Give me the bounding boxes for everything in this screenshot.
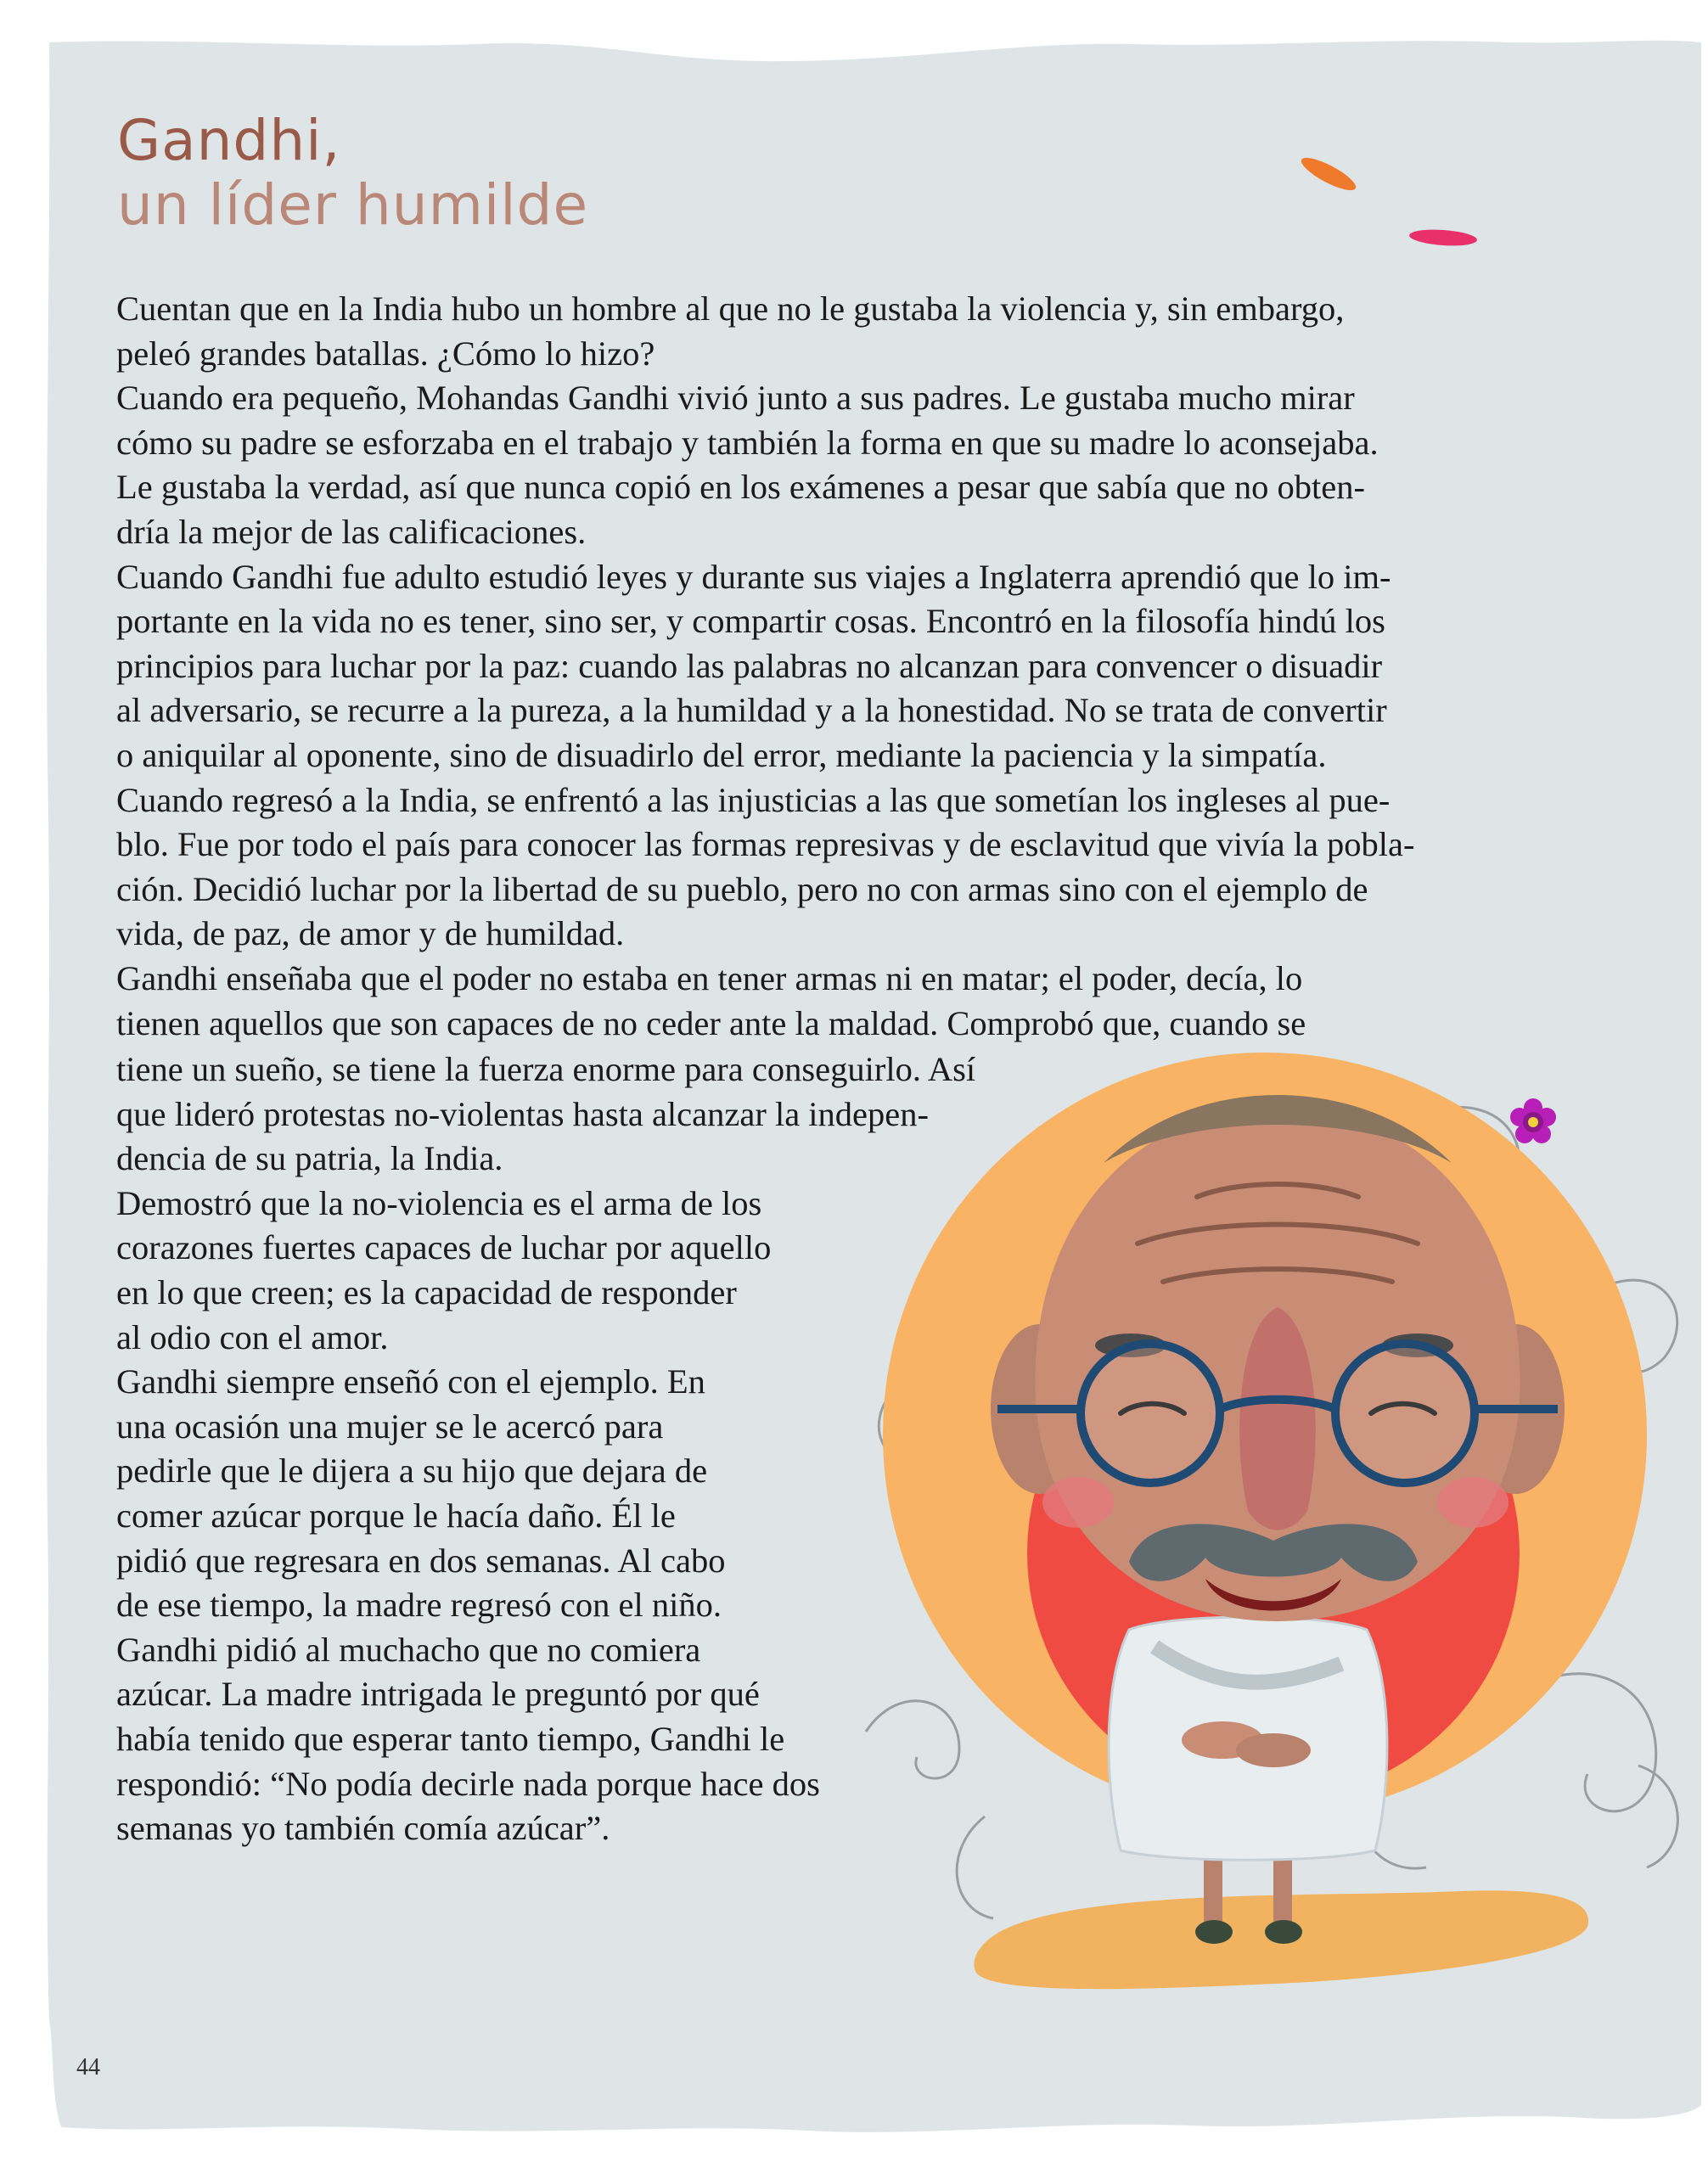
title-line-1: Gandhi,	[117, 108, 341, 173]
text-line: principios para luchar por la paz: cuando las palabras no alcanzan para convencer o disuadir	[116, 646, 1383, 685]
text-line: pedirle que le dijera a su hijo que dejara de	[116, 1451, 708, 1491]
text-line: Le gustaba la verdad, así que nunca copió en los exámenes a pesar que sabía que no obten-	[116, 468, 1365, 507]
text-line: que lideró protestas no-violentas hasta alcanzar la indepen-	[116, 1094, 929, 1133]
text-line: comer azúcar porque le hacía daño. Él le	[116, 1496, 676, 1535]
text-line: o aniquilar al oponente, sino de disuadirlo del error, mediante la paciencia y la simpatía.	[116, 735, 1327, 774]
text-line: Gandhi pidió al muchacho que no comiera	[116, 1630, 701, 1669]
page-number: 44	[76, 2054, 100, 2080]
title-line-2: un líder humilde	[117, 172, 589, 238]
text-line: Gandhi siempre enseñó con el ejemplo. En	[116, 1362, 705, 1401]
story-text-narrow	[116, 1047, 1559, 1851]
text-line: azúcar. La madre intrigada le preguntó por qué	[116, 1675, 760, 1714]
text-line: había tenido que esperar tanto tiempo, Gandhi le	[116, 1719, 785, 1758]
text-line: pidió que regresara en dos semanas. Al cabo	[116, 1541, 726, 1580]
text-line: tiene un sueño, se tiene la fuerza enorme para conseguirlo. Así	[116, 1050, 976, 1088]
text-line: al odio con el amor.	[116, 1317, 389, 1356]
text-line: tienen aquellos que son capaces de no ceder ante la maldad. Comprobó que, cuando se	[116, 1003, 1306, 1042]
text-line: semanas yo también comía azúcar”.	[116, 1809, 610, 1848]
text-line: portante en la vida no es tener, sino ser, y compartir cosas. Encontró en la filosofía hindú los	[116, 602, 1385, 641]
text-line: respondió: “No podía decirle nada porque hace dos	[116, 1764, 820, 1803]
page-title	[117, 109, 588, 238]
text-line: Gandhi enseñaba que el poder no estaba en tener armas ni en matar; el poder, decía, lo	[116, 958, 1303, 997]
text-line: Cuentan que en la India hubo un hombre al que no le gustaba la violencia y, sin embargo,	[116, 289, 1345, 328]
text-line: dencia de su patria, la India.	[116, 1139, 503, 1178]
text-line: vida, de paz, de amor y de humildad.	[116, 914, 625, 953]
text-line: peleó grandes batallas. ¿Cómo lo hizo?	[116, 334, 655, 373]
story-text-full-width	[116, 287, 1559, 1046]
text-line: corazones fuertes capaces de luchar por aquello	[116, 1228, 772, 1267]
text-line: al adversario, se recurre a la pureza, a la humildad y a la honestidad. No se trata de convertir	[116, 691, 1387, 730]
text-line: de ese tiempo, la madre regresó con el niño.	[116, 1586, 722, 1625]
text-line: una ocasión una mujer se le acercó para	[116, 1407, 664, 1446]
text-line: en lo que creen; es la capacidad de responder	[116, 1272, 737, 1311]
text-line: blo. Fue por todo el país para conocer las formas represivas y de esclavitud que vivía la pobla-	[116, 825, 1415, 864]
text-line: Cuando era pequeño, Mohandas Gandhi vivió junto a sus padres. Le gustaba mucho mirar	[116, 379, 1355, 418]
text-line: Demostró que la no-violencia es el arma de los	[116, 1183, 762, 1222]
text-line: cómo su padre se esforzaba en el trabajo y también la forma en que su madre lo aconsejaba.	[116, 423, 1379, 462]
text-line: dría la mejor de las calificaciones.	[116, 512, 587, 551]
text-line: Cuando regresó a la India, se enfrentó a las injusticias a las que sometían los ingleses al pue-	[116, 780, 1391, 819]
text-line: Cuando Gandhi fue adulto estudió leyes y durante sus viajes a Inglaterra aprendió que lo im-	[116, 557, 1391, 596]
text-line: ción. Decidió luchar por la libertad de su pueblo, pero no con armas sino con el ejemplo de	[116, 869, 1368, 908]
